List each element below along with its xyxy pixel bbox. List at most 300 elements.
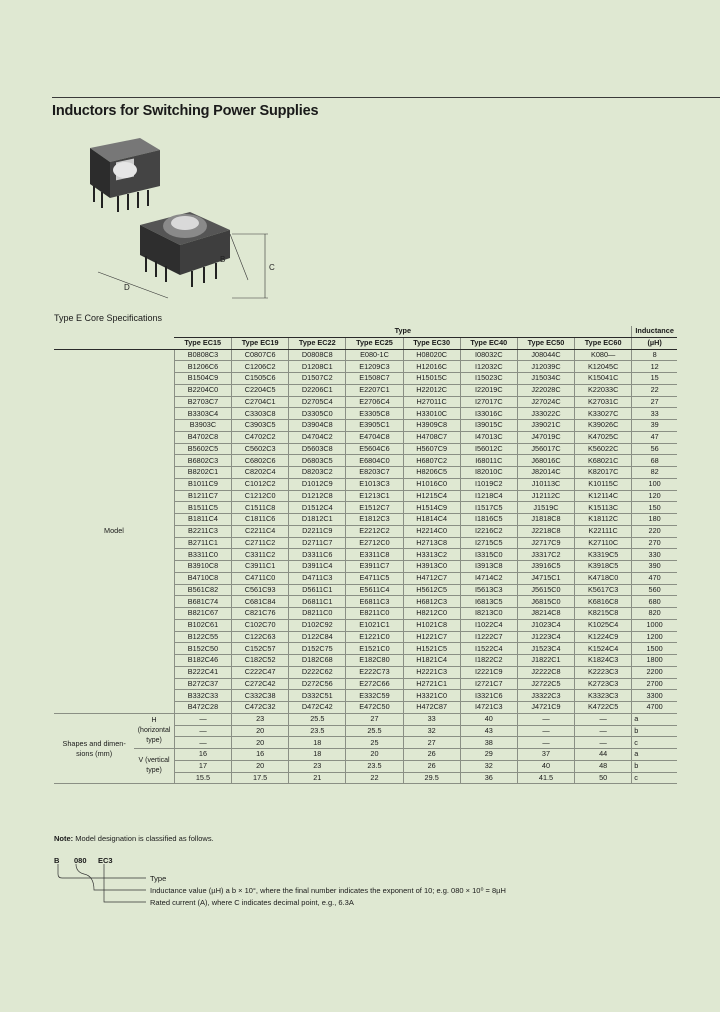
model-cell: E182C80 — [346, 655, 403, 667]
model-cell: C681C84 — [232, 596, 289, 608]
model-cell: D1012C9 — [289, 478, 346, 490]
model-cell: E2212C2 — [346, 525, 403, 537]
dimension-letter: a — [632, 749, 677, 761]
table-row — [54, 349, 677, 361]
inductance-header: Inductance — [632, 326, 677, 337]
model-cell: J47019C — [517, 431, 574, 443]
model-cell: H3909C8 — [403, 420, 460, 432]
model-cell: K15041C — [575, 373, 632, 385]
inductance-cell: 1200 — [632, 631, 677, 643]
legend-code-type: B — [54, 856, 60, 865]
model-cell: I27017C — [460, 396, 517, 408]
model-cell: J5615C0 — [517, 584, 574, 596]
dimension-cell: 17 — [174, 760, 231, 772]
model-cell: B1511C5 — [174, 502, 231, 514]
dimension-row — [54, 749, 677, 761]
model-cell: E4704C8 — [346, 431, 403, 443]
model-cell: J4721C9 — [517, 702, 574, 714]
model-cell: B332C33 — [174, 690, 231, 702]
dimension-letter: c — [632, 737, 677, 749]
dimension-cell: 27 — [403, 737, 460, 749]
legend-bracket-lines — [54, 864, 154, 912]
model-cell: H1521C5 — [403, 643, 460, 655]
dimension-cell: — — [174, 725, 231, 737]
model-cell: E2207C1 — [346, 384, 403, 396]
model-cell: D2206C1 — [289, 384, 346, 396]
dimension-cell: — — [517, 725, 574, 737]
inductance-cell: 8 — [632, 349, 677, 361]
model-cell: D6811C1 — [289, 596, 346, 608]
model-cell: E332C59 — [346, 690, 403, 702]
model-cell: K2723C3 — [575, 678, 632, 690]
column-header-type-ec40: Type EC40 — [460, 337, 517, 349]
dimension-cell: 17.5 — [232, 772, 289, 784]
model-cell: I1816C5 — [460, 514, 517, 526]
model-cell: J1822C1 — [517, 655, 574, 667]
dimension-cell: 18 — [289, 749, 346, 761]
model-cell: H1215C4 — [403, 490, 460, 502]
model-cell: D8211C0 — [289, 608, 346, 620]
model-cell: D272C56 — [289, 678, 346, 690]
model-cell: D3311C6 — [289, 549, 346, 561]
model-cell: D102C92 — [289, 619, 346, 631]
model-cell: D3305C0 — [289, 408, 346, 420]
model-cell: I4721C3 — [460, 702, 517, 714]
model-cell: I1522C4 — [460, 643, 517, 655]
model-cell: I39015C — [460, 420, 517, 432]
model-cell: E1021C1 — [346, 619, 403, 631]
inductance-cell: 47 — [632, 431, 677, 443]
column-header-type-ec15: Type EC15 — [174, 337, 231, 349]
inductance-cell: 820 — [632, 608, 677, 620]
model-cell: B102C61 — [174, 619, 231, 631]
model-cell: B5602C5 — [174, 443, 231, 455]
dim-d-label: D — [124, 283, 130, 292]
inductance-cell: 390 — [632, 561, 677, 573]
inductance-cell: 120 — [632, 490, 677, 502]
inductance-cell: 270 — [632, 537, 677, 549]
model-cell: E1221C0 — [346, 631, 403, 643]
model-cell: H15015C — [403, 373, 460, 385]
model-cell: H6807C2 — [403, 455, 460, 467]
model-cell: K22033C — [575, 384, 632, 396]
inductance-cell: 22 — [632, 384, 677, 396]
dimension-cell: 22 — [346, 772, 403, 784]
dimension-cell: 33 — [403, 713, 460, 725]
legend-line-current: Rated current (A), where C indicates decimal point, e.g., 6.3A — [150, 898, 354, 907]
model-cell: K4722C5 — [575, 702, 632, 714]
dimension-cell: 25.5 — [346, 725, 403, 737]
model-cell: I6813C5 — [460, 596, 517, 608]
model-cell: K2223C3 — [575, 666, 632, 678]
model-cell: C4702C2 — [232, 431, 289, 443]
model-cell: J27024C — [517, 396, 574, 408]
model-cell: B152C50 — [174, 643, 231, 655]
model-cell: J8214C8 — [517, 608, 574, 620]
horizontal-inductor-image — [90, 138, 160, 212]
model-cell: D4711C3 — [289, 572, 346, 584]
model-cell: B3903C — [174, 420, 231, 432]
dimension-cell: 25.5 — [289, 713, 346, 725]
model-cell: C2211C4 — [232, 525, 289, 537]
model-cell: I2221C9 — [460, 666, 517, 678]
model-cell: H2221C3 — [403, 666, 460, 678]
model-cell: K27110C — [575, 537, 632, 549]
inductance-cell: 12 — [632, 361, 677, 373]
dimension-cell: 41.5 — [517, 772, 574, 784]
legend-code-current: EC3 — [98, 856, 113, 865]
model-cell: E3305C8 — [346, 408, 403, 420]
inductance-cell: 180 — [632, 514, 677, 526]
model-cell: J1023C4 — [517, 619, 574, 631]
model-cell: B0808C3 — [174, 349, 231, 361]
model-cell: B122C55 — [174, 631, 231, 643]
model-cell: B4702C8 — [174, 431, 231, 443]
model-cell: H1221C7 — [403, 631, 460, 643]
model-cell: D5603C8 — [289, 443, 346, 455]
model-cell: C3311C2 — [232, 549, 289, 561]
model-cell: K6816C8 — [575, 596, 632, 608]
inductance-cell: 1800 — [632, 655, 677, 667]
dimension-cell: — — [517, 713, 574, 725]
model-cell: B3303C4 — [174, 408, 231, 420]
legend-code-inductance: 080 — [74, 856, 87, 865]
inductance-cell: 4700 — [632, 702, 677, 714]
dimension-cell: 20 — [346, 749, 403, 761]
model-cell: H4708C7 — [403, 431, 460, 443]
inductance-cell: 33 — [632, 408, 677, 420]
model-cell: K22111C — [575, 525, 632, 537]
model-cell: C0807C6 — [232, 349, 289, 361]
model-cell: E3905C1 — [346, 420, 403, 432]
model-cell: E1213C1 — [346, 490, 403, 502]
model-cell: H1814C4 — [403, 514, 460, 526]
dimension-cell: 15.5 — [174, 772, 231, 784]
model-cell: E8211C0 — [346, 608, 403, 620]
model-cell: D1812C1 — [289, 514, 346, 526]
model-cell: K10115C — [575, 478, 632, 490]
model-cell: E3311C8 — [346, 549, 403, 561]
model-cell: E1812C3 — [346, 514, 403, 526]
model-cell: K1524C4 — [575, 643, 632, 655]
model-cell: E1521C0 — [346, 643, 403, 655]
inductance-cell: 100 — [632, 478, 677, 490]
model-cell: B681C74 — [174, 596, 231, 608]
model-cell: E5604C6 — [346, 443, 403, 455]
model-cell: K1224C9 — [575, 631, 632, 643]
model-cell: J1523C4 — [517, 643, 574, 655]
dimension-cell: 32 — [403, 725, 460, 737]
column-header-type-ec60: Type EC60 — [575, 337, 632, 349]
dimension-letter: c — [632, 772, 677, 784]
model-cell: E222C73 — [346, 666, 403, 678]
model-cell: B1011C9 — [174, 478, 231, 490]
inductance-cell: 15 — [632, 373, 677, 385]
model-cell: J68016C — [517, 455, 574, 467]
model-cell: D122C84 — [289, 631, 346, 643]
model-cell: B6802C3 — [174, 455, 231, 467]
model-cell: E1512C7 — [346, 502, 403, 514]
model-cell: K12045C — [575, 361, 632, 373]
model-cell: I82010C — [460, 467, 517, 479]
model-cell: K15113C — [575, 502, 632, 514]
model-cell: B3910C8 — [174, 561, 231, 573]
dimension-cell: 23 — [232, 713, 289, 725]
model-cell: H12016C — [403, 361, 460, 373]
model-cell: C1206C2 — [232, 361, 289, 373]
model-cell: D0808C8 — [289, 349, 346, 361]
table-body — [54, 349, 677, 784]
model-cell: H3313C2 — [403, 549, 460, 561]
dimension-cell: 40 — [460, 713, 517, 725]
inductance-cell: 1000 — [632, 619, 677, 631]
model-designation-legend — [54, 852, 554, 912]
model-cell: C2204C5 — [232, 384, 289, 396]
model-cell: J22028C — [517, 384, 574, 396]
model-cell: J3317C2 — [517, 549, 574, 561]
dimension-letter: a — [632, 713, 677, 725]
inductance-cell: 560 — [632, 584, 677, 596]
note-label: Note: — [54, 834, 74, 843]
model-cell: B2703C7 — [174, 396, 231, 408]
inductance-cell: 3300 — [632, 690, 677, 702]
model-cell: E080-1C — [346, 349, 403, 361]
dimension-row — [54, 713, 677, 725]
dimension-cell: 23.5 — [346, 760, 403, 772]
model-cell: J3322C3 — [517, 690, 574, 702]
model-row-label: Model — [54, 349, 174, 713]
model-cell: I1222C7 — [460, 631, 517, 643]
dimension-cell: 50 — [575, 772, 632, 784]
dimension-cell: 20 — [232, 725, 289, 737]
model-cell: H22012C — [403, 384, 460, 396]
dimension-cell: 36 — [460, 772, 517, 784]
model-cell: B3311C0 — [174, 549, 231, 561]
column-header-type-ec22: Type EC22 — [289, 337, 346, 349]
model-cell: K47025C — [575, 431, 632, 443]
model-cell: D2705C4 — [289, 396, 346, 408]
model-cell: J2722C5 — [517, 678, 574, 690]
model-cell: J33022C — [517, 408, 574, 420]
model-cell: H33010C — [403, 408, 460, 420]
model-cell: I68011C — [460, 455, 517, 467]
model-cell: C3303C8 — [232, 408, 289, 420]
table-subtitle: Type E Core Specifications — [54, 313, 163, 323]
model-cell: D1212C8 — [289, 490, 346, 502]
model-cell: B821C67 — [174, 608, 231, 620]
model-cell: E1508C7 — [346, 373, 403, 385]
dim-c-label: C — [269, 263, 275, 272]
model-cell: K3319C5 — [575, 549, 632, 561]
top-rule — [52, 97, 720, 98]
spec-table — [54, 326, 677, 784]
note-text: Model designation is classified as follows. — [75, 834, 214, 843]
dimension-cell: — — [575, 737, 632, 749]
model-cell: D5611C1 — [289, 584, 346, 596]
model-cell: D8203C2 — [289, 467, 346, 479]
model-cell: K3918C5 — [575, 561, 632, 573]
model-cell: D4704C2 — [289, 431, 346, 443]
model-cell: H5612C5 — [403, 584, 460, 596]
model-cell: B8202C1 — [174, 467, 231, 479]
table-column-header-row — [54, 337, 677, 349]
model-cell: I33016C — [460, 408, 517, 420]
model-cell: C122C63 — [232, 631, 289, 643]
model-cell: E1013C3 — [346, 478, 403, 490]
model-cell: I2715C5 — [460, 537, 517, 549]
inductance-cell: 56 — [632, 443, 677, 455]
model-cell: D222C62 — [289, 666, 346, 678]
model-cell: E6804C0 — [346, 455, 403, 467]
model-cell: J12039C — [517, 361, 574, 373]
type-header: Type — [174, 326, 631, 337]
model-cell: K080— — [575, 349, 632, 361]
model-cell: H1821C4 — [403, 655, 460, 667]
model-cell: H6812C3 — [403, 596, 460, 608]
model-cell: E272C66 — [346, 678, 403, 690]
model-cell: C472C32 — [232, 702, 289, 714]
model-cell: E2706C4 — [346, 396, 403, 408]
model-cell: B1811C4 — [174, 514, 231, 526]
model-cell: I56012C — [460, 443, 517, 455]
model-cell: J1519C — [517, 502, 574, 514]
model-cell: K1025C4 — [575, 619, 632, 631]
model-cell: B1206C6 — [174, 361, 231, 373]
model-cell: D152C75 — [289, 643, 346, 655]
dimension-cell: 23 — [289, 760, 346, 772]
dimension-letter: b — [632, 760, 677, 772]
model-cell: I2216C2 — [460, 525, 517, 537]
dimension-cell: 20 — [232, 760, 289, 772]
model-cell: J3916C5 — [517, 561, 574, 573]
model-cell: K8215C8 — [575, 608, 632, 620]
inductance-cell: 68 — [632, 455, 677, 467]
model-cell: K4718C0 — [575, 572, 632, 584]
model-cell: I22019C — [460, 384, 517, 396]
model-cell: D2211C9 — [289, 525, 346, 537]
dimension-cell: 26 — [403, 760, 460, 772]
model-cell: D3911C4 — [289, 561, 346, 573]
dimension-cell: 21 — [289, 772, 346, 784]
model-cell: D182C68 — [289, 655, 346, 667]
model-cell: E6811C3 — [346, 596, 403, 608]
dimension-cell: 43 — [460, 725, 517, 737]
model-cell: K3323C3 — [575, 690, 632, 702]
note — [54, 834, 214, 843]
model-cell: K56022C — [575, 443, 632, 455]
model-cell: D6803C5 — [289, 455, 346, 467]
column-header-type-ec25: Type EC25 — [346, 337, 403, 349]
model-cell: I12032C — [460, 361, 517, 373]
model-cell: I3321C6 — [460, 690, 517, 702]
model-cell: J4715C1 — [517, 572, 574, 584]
legend-line-inductance: Inductance value (µH) a b × 10°, where the final number indicates the exponent of 10; e.g. 080 × 10⁰ = 8µH — [150, 886, 506, 895]
model-cell: D1512C4 — [289, 502, 346, 514]
inductance-cell: 82 — [632, 467, 677, 479]
model-cell: E8203C7 — [346, 467, 403, 479]
dimension-cell: — — [174, 737, 231, 749]
model-cell: J2218C8 — [517, 525, 574, 537]
model-cell: E2712C0 — [346, 537, 403, 549]
model-cell: H2721C1 — [403, 678, 460, 690]
dimension-cell: 20 — [232, 737, 289, 749]
model-cell: C8202C4 — [232, 467, 289, 479]
model-cell: K33027C — [575, 408, 632, 420]
page-title: Inductors for Switching Power Supplies — [52, 103, 319, 119]
inductance-cell: 1500 — [632, 643, 677, 655]
model-cell: B2204C0 — [174, 384, 231, 396]
model-cell: I1517C5 — [460, 502, 517, 514]
inductance-cell: 150 — [632, 502, 677, 514]
model-cell: J82014C — [517, 467, 574, 479]
table-type-row — [54, 326, 677, 337]
dimension-cell: 26 — [403, 749, 460, 761]
model-cell: H3321C0 — [403, 690, 460, 702]
inductance-cell: 220 — [632, 525, 677, 537]
dimension-cell: 38 — [460, 737, 517, 749]
model-cell: H472C87 — [403, 702, 460, 714]
model-cell: K39026C — [575, 420, 632, 432]
inductance-cell: 27 — [632, 396, 677, 408]
model-cell: I2721C7 — [460, 678, 517, 690]
model-cell: B182C46 — [174, 655, 231, 667]
model-cell: C561C93 — [232, 584, 289, 596]
inductance-cell: 680 — [632, 596, 677, 608]
dimension-cell: 16 — [174, 749, 231, 761]
model-cell: J10113C — [517, 478, 574, 490]
model-cell: I08032C — [460, 349, 517, 361]
dimension-cell: 25 — [346, 737, 403, 749]
model-cell: C182C52 — [232, 655, 289, 667]
model-cell: C3903C5 — [232, 420, 289, 432]
model-cell: I1019C2 — [460, 478, 517, 490]
model-cell: E4711C5 — [346, 572, 403, 584]
model-cell: E1209C3 — [346, 361, 403, 373]
model-cell: D1507C2 — [289, 373, 346, 385]
model-cell: I15023C — [460, 373, 517, 385]
model-cell: H5607C9 — [403, 443, 460, 455]
model-cell: C1012C2 — [232, 478, 289, 490]
model-cell: C1505C6 — [232, 373, 289, 385]
model-cell: C3911C1 — [232, 561, 289, 573]
dimension-cell: 32 — [460, 760, 517, 772]
vertical-type-label: V (vertical type) — [134, 749, 174, 784]
model-cell: B1504C9 — [174, 373, 231, 385]
dimension-cell: — — [575, 713, 632, 725]
model-cell: I1822C2 — [460, 655, 517, 667]
model-cell: I1218C4 — [460, 490, 517, 502]
model-cell: J08044C — [517, 349, 574, 361]
model-cell: I3913C8 — [460, 561, 517, 573]
model-cell: C272C42 — [232, 678, 289, 690]
model-cell: C152C57 — [232, 643, 289, 655]
model-cell: H1514C9 — [403, 502, 460, 514]
model-cell: K82017C — [575, 467, 632, 479]
dimension-cell: 29 — [460, 749, 517, 761]
model-cell: K12114C — [575, 490, 632, 502]
model-cell: H8212C0 — [403, 608, 460, 620]
inductance-unit: (µH) — [632, 337, 677, 349]
model-cell: J2222C8 — [517, 666, 574, 678]
model-cell: K27031C — [575, 396, 632, 408]
dimension-cell: 23.5 — [289, 725, 346, 737]
model-cell: B2711C1 — [174, 537, 231, 549]
model-cell: B4710C8 — [174, 572, 231, 584]
model-cell: J1818C8 — [517, 514, 574, 526]
model-cell: C1811C6 — [232, 514, 289, 526]
model-cell: J1223C4 — [517, 631, 574, 643]
model-cell: C1511C8 — [232, 502, 289, 514]
